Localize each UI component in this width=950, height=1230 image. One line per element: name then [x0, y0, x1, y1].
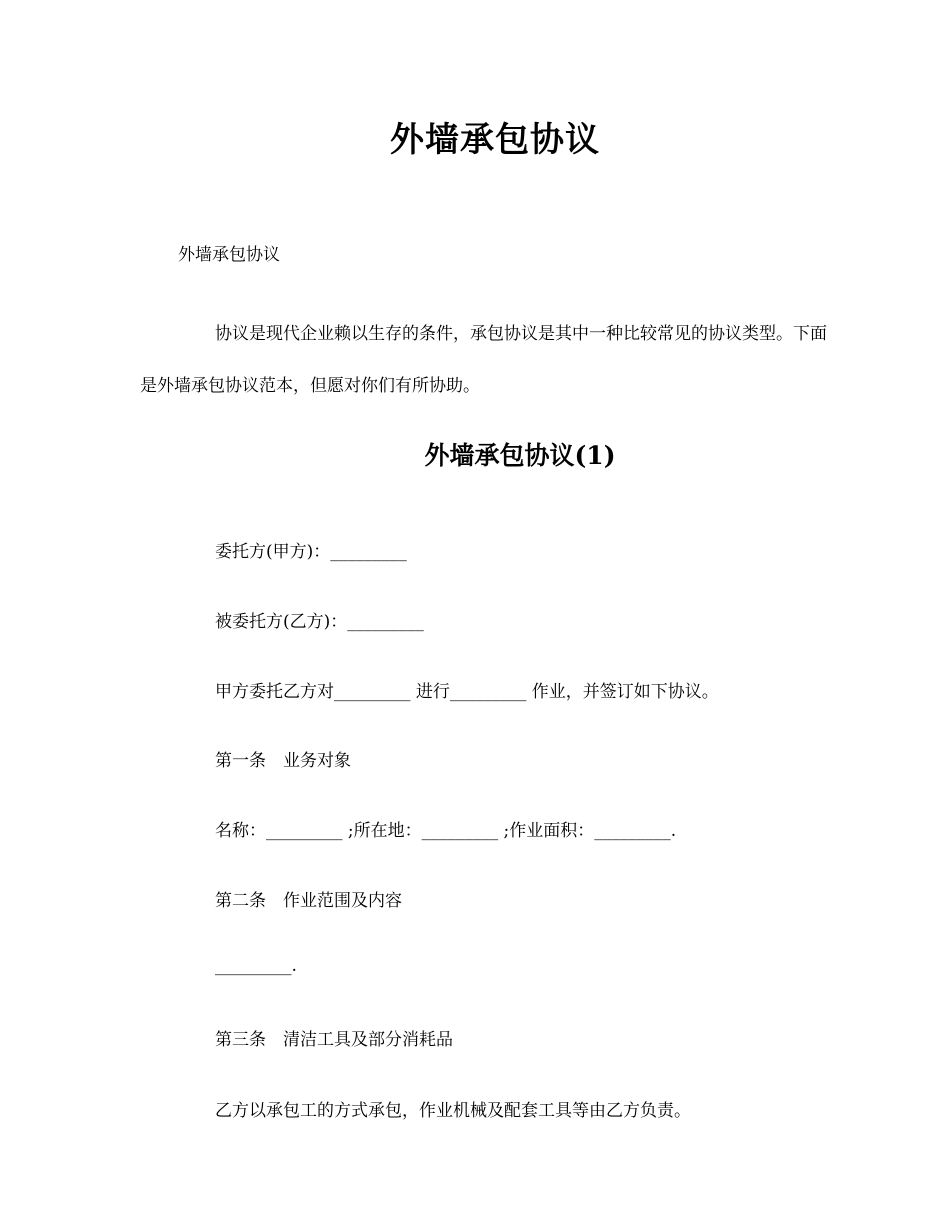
article-1-heading: 第一条 业务对象 — [215, 751, 351, 771]
commission-statement: 甲方委托乙方对_________ 进行_________ 作业，并签订如下协议。 — [215, 682, 719, 702]
article-2-heading: 第二条 作业范围及内容 — [215, 891, 402, 911]
article-2-details: _________. — [215, 956, 297, 976]
party-b-line: 被委托方(乙方)：_________ — [215, 612, 424, 632]
article-1-details: 名称：_________ ;所在地：_________ ;作业面积：_________. — [215, 821, 677, 841]
document-title: 外墙承包协议 — [390, 120, 600, 160]
section-title: 外墙承包协议(1) — [424, 441, 616, 470]
article-3-heading: 第三条 清洁工具及部分消耗品 — [215, 1030, 453, 1050]
intro-paragraph: 协议是现代企业赖以生存的条件，承包协议是其中一种比较常见的协议类型。下面是外墙承包协议范本，但愿对你们有所协助。 — [140, 324, 827, 396]
article-3-details: 乙方以承包工的方式承包，作业机械及配套工具等由乙方负责。 — [215, 1101, 691, 1121]
party-a-line: 委托方(甲方)：_________ — [215, 542, 407, 562]
document-subtitle: 外墙承包协议 — [178, 245, 280, 265]
